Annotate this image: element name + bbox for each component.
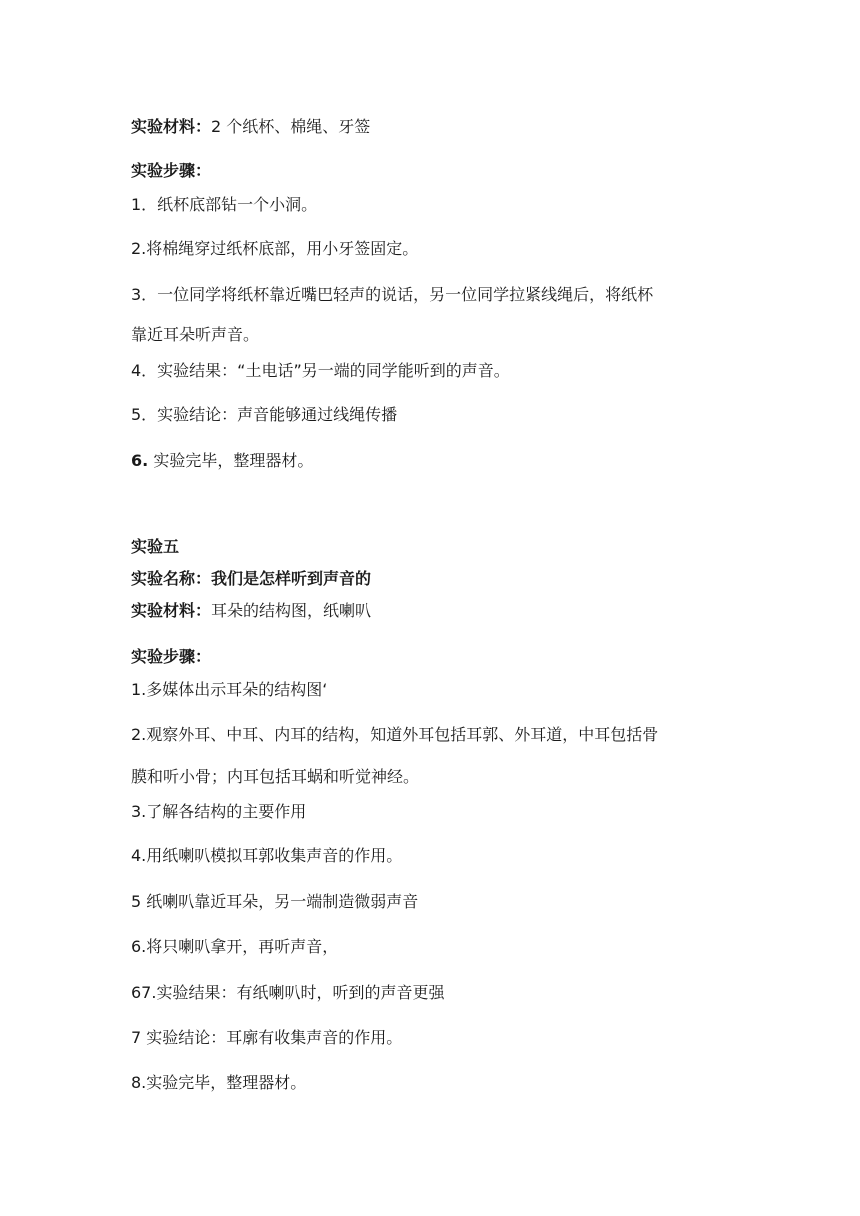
step-number: 6.: [131, 451, 149, 470]
step-item: 3.了解各结构的主要作用: [131, 802, 307, 821]
step-item: 2.将棉绳穿过纸杯底部，用小牙签固定。: [131, 239, 419, 258]
steps-label: 实验步骤：: [131, 647, 212, 666]
step-item: 2.观察外耳、中耳、内耳的结构，知道外耳包括耳郭、外耳道，中耳包括骨: [131, 725, 659, 744]
step-item-continuation: 靠近耳朵听声音。: [131, 325, 260, 344]
step-item: 3．一位同学将纸杯靠近嘴巴轻声的说话，另一位同学拉紧线绳后，将纸杯: [131, 285, 654, 304]
materials-line: [131, 600, 371, 622]
materials-text: 2 个纸杯、棉绳、牙签: [211, 117, 371, 136]
name-text: 我们是怎样听到声音的: [211, 569, 372, 588]
step-item: 5 纸喇叭靠近耳朵，另一端制造微弱声音: [131, 892, 419, 911]
step-item: 1.多媒体出示耳朵的结构图‘: [131, 680, 328, 699]
step-item: [131, 450, 313, 472]
experiment-name-line: [131, 568, 371, 590]
step-item: 1．纸杯底部钻一个小洞。: [131, 195, 318, 214]
materials-label: 实验材料：: [131, 601, 212, 620]
step-item: 7 实验结论：耳廓有收集声音的作用。: [131, 1028, 403, 1047]
step-item: 4.用纸喇叭模拟耳郭收集声音的作用。: [131, 846, 403, 865]
step-text: 实验完毕，整理器材。: [153, 451, 314, 470]
steps-label: 实验步骤：: [131, 161, 212, 180]
step-item: 4．实验结果：“土电话”另一端的同学能听到的声音。: [131, 361, 510, 380]
materials-label: 实验材料：: [131, 117, 212, 136]
step-item: 5．实验结论：声音能够通过线绳传播: [131, 405, 398, 424]
name-label: 实验名称：: [131, 569, 212, 588]
step-item-continuation: 膜和听小骨；内耳包括耳蜗和听觉神经。: [131, 767, 420, 786]
materials-line: [131, 116, 370, 138]
materials-text: 耳朵的结构图，纸喇叭: [211, 601, 372, 620]
step-item: 67.实验结果：有纸喇叭时，听到的声音更强: [131, 983, 445, 1002]
step-item: 8.实验完毕，整理器材。: [131, 1073, 307, 1092]
step-item: 6.将只喇叭拿开，再听声音，: [131, 937, 339, 956]
section-title: 实验五: [131, 537, 180, 556]
